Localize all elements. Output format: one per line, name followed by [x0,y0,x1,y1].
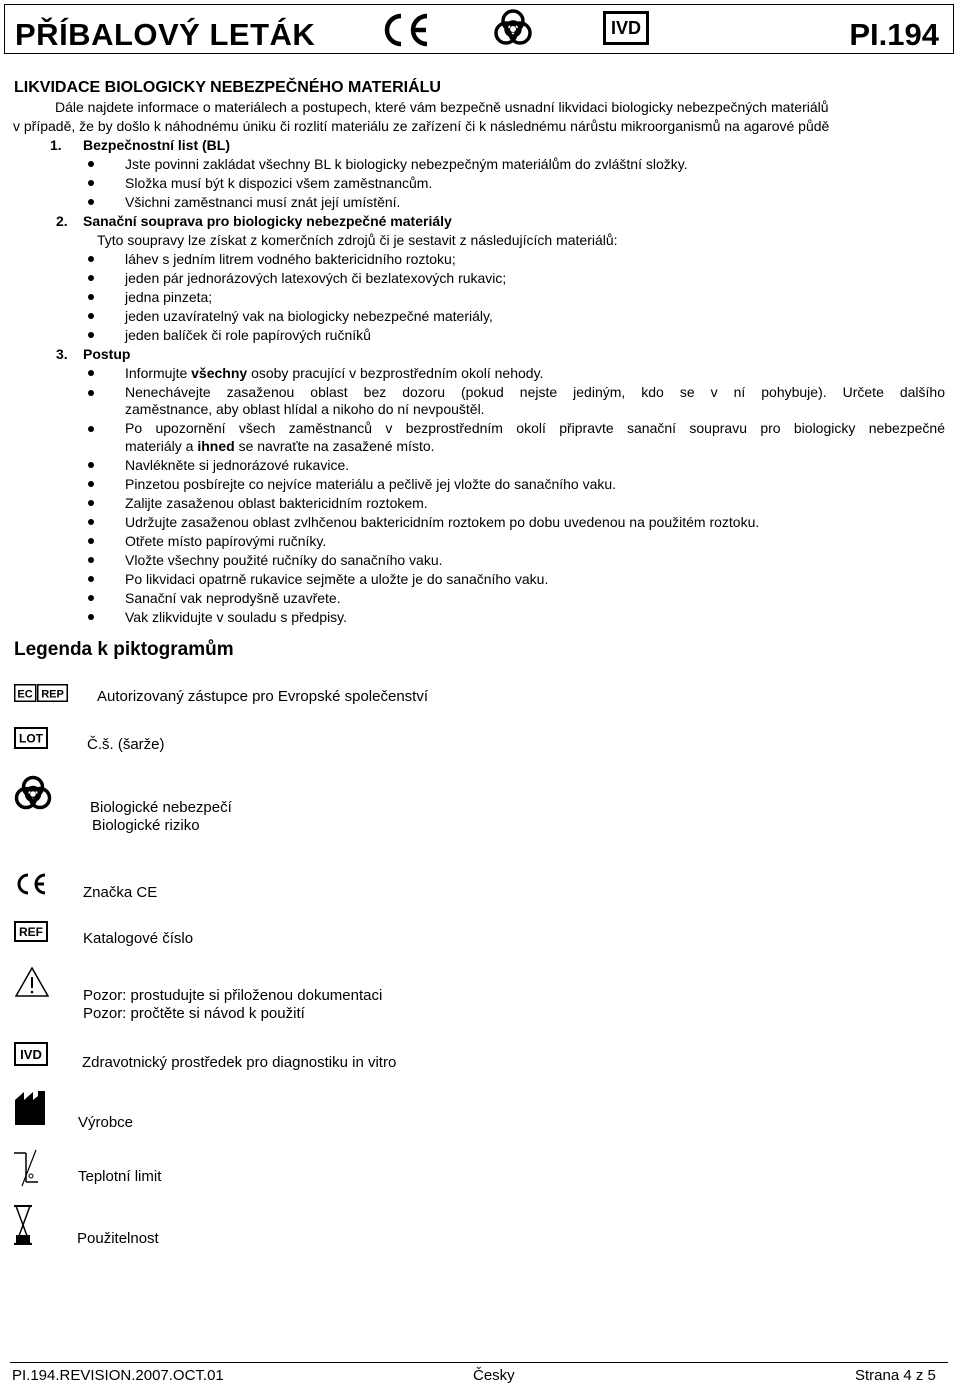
header-ivd-badge: IVD [603,11,649,45]
legend-expiry-text: Použitelnost [77,1230,159,1247]
hourglass-icon [12,1204,36,1246]
ec-label: EC [17,688,33,701]
footer-divider [10,1362,948,1363]
ivd-label: IVD [20,1047,42,1062]
page-header [4,4,954,54]
list-item: Vak zlikvidujte v souladu s předpisy. [125,609,348,625]
lot-icon [14,727,48,749]
list-item: Zalijte zasaženou oblast baktericidním roztokem. [125,495,428,511]
footer-language: Česky [473,1367,515,1384]
legend-lot-text: Č.š. (šarže) [87,736,165,753]
list-item: Pinzetou posbírejte co nejvíce materiálu a pečlivě jej vložte do sanačního vaku. [125,476,617,492]
list-item: láhev s jedním litrem vodného baktericidního roztoku; [125,251,456,267]
bullet [88,275,94,281]
bullet [88,500,94,506]
list-item: Po upozornění všech zaměstnanců v bezprostředním okolí připravte sanační soupravu pro biologicky nebezpečné [125,420,945,436]
list-item: Nenechávejte zasaženou oblast bez dozoru (pokud nejste jediným, kdo se v ní pohybuje). Určete dalšího [125,384,945,400]
legend-title: Legenda k piktogramům [14,639,234,660]
list-item: Jste povinni zakládat všechny BL k biologicky nebezpečným materiálům do zvláštní složky. [125,156,688,172]
bullet [88,481,94,487]
list-item: Udržujte zasaženou oblast zvlhčenou baktericidním roztokem po dobu uvedenou na použitém roztoku. [125,514,760,530]
list-item: Složka musí být k dispozici všem zaměstnancům. [125,175,433,191]
ec-rep-icon [14,684,68,702]
section-intro-line1: Dále najdete informace o materiálech a postupech, které vám bezpečně usnadní likvidaci biologicky nebezpečných materiálů [55,99,829,115]
ce-mark-icon [379,13,431,47]
rep-label: REP [41,688,64,701]
section-intro-line2: v případě, že by došlo k náhodnému úniku či rozlití materiálu ze zařízení či k následnému nárůstu mikroorganismů na agarové půdě [13,118,830,134]
list-item: Informujte všechny osoby pracující v bezprostředním okolí nehody. [125,365,544,381]
list2-number: 2. [56,213,68,229]
list1-number: 1. [50,137,62,153]
list-item: Po likvidaci opatrně rukavice sejměte a uložte je do sanačního vaku. [125,571,549,587]
caution-icon [14,966,50,998]
bullet [88,576,94,582]
list-item: Otřete místo papírovými ručníky. [125,533,327,549]
temperature-limit-icon [12,1148,46,1188]
list2-intro: Tyto soupravy lze získat z komerčních zdrojů či je sestavit z následujících materiálů: [97,232,618,248]
bullet [88,519,94,525]
legend-biohazard-text-1: Biologické nebezpečí [90,799,232,816]
bullet [88,294,94,300]
bullet [88,256,94,262]
bullet [88,370,94,376]
list-item: jeden uzavíratelný vak na biologicky nebezpečné materiály, [125,308,493,324]
bullet [88,161,94,167]
list-item: jeden balíček či role papírových ručníků [125,327,371,343]
list1-title: Bezpečnostní list (BL) [83,137,231,153]
bullet [88,595,94,601]
bullet [88,313,94,319]
legend-ref-text: Katalogové číslo [83,930,194,947]
bullet [88,426,94,432]
ce-mark-icon [14,873,48,895]
bullet [88,614,94,620]
list-item: Vložte všechny použité ručníky do sanačního vaku. [125,552,443,568]
list3-number: 3. [56,346,68,362]
ivd-icon [14,1042,48,1066]
footer-page-number: Strana 4 z 5 [855,1367,936,1384]
legend-manufacturer-text: Výrobce [78,1114,134,1131]
ref-label: REF [19,925,43,939]
list-item-continuation: materiály a ihned se navraťte na zasažené místo. [125,438,435,454]
list2-title: Sanační souprava pro biologicky nebezpečné materiály [83,213,452,229]
legend-biohazard-text-2: Biologické riziko [92,817,200,834]
legend-ce-text: Značka CE [83,884,158,901]
header-title: PŘÍBALOVÝ LETÁK [15,17,316,52]
bullet [88,557,94,563]
bullet [88,462,94,468]
bullet [88,538,94,544]
ref-icon [14,921,48,942]
list-item: jeden pár jednorázových latexových či bezlatexových rukavic; [125,270,507,286]
legend-ec-rep-text: Autorizovaný zástupce pro Evropské společenství [97,688,429,705]
list3-title: Postup [83,346,131,362]
header-document-code: PI.194 [849,17,939,52]
footer-revision: PI.194.REVISION.2007.OCT.01 [12,1367,224,1384]
list-item: Sanační vak neprodyšně uzavřete. [125,590,341,606]
lot-label: LOT [19,731,43,746]
list-item: Všichni zaměstnanci musí znát její umístění. [125,194,401,210]
biohazard-icon [12,774,54,814]
list-item: jedna pinzeta; [125,289,213,305]
bullet [88,180,94,186]
legend-caution-text-1: Pozor: prostudujte si přiloženou dokumentaci [83,987,383,1004]
legend-temperature-text: Teplotní limit [78,1168,162,1185]
biohazard-icon [491,8,535,50]
manufacturer-icon [14,1090,48,1126]
legend-ivd-text: Zdravotnický prostředek pro diagnostiku in vitro [82,1054,397,1071]
legend-caution-text-2: Pozor: pročtěte si návod k použití [83,1005,305,1022]
bullet [88,390,94,396]
list-item: Navlékněte si jednorázové rukavice. [125,457,350,473]
bullet [88,332,94,338]
bullet [88,199,94,205]
section-title: LIKVIDACE BIOLOGICKY NEBEZPEČNÉHO MATERIÁLU [14,79,441,96]
list-item-continuation: zaměstnance, aby oblast hlídal a nikoho do ní nevpouštěl. [125,401,485,417]
